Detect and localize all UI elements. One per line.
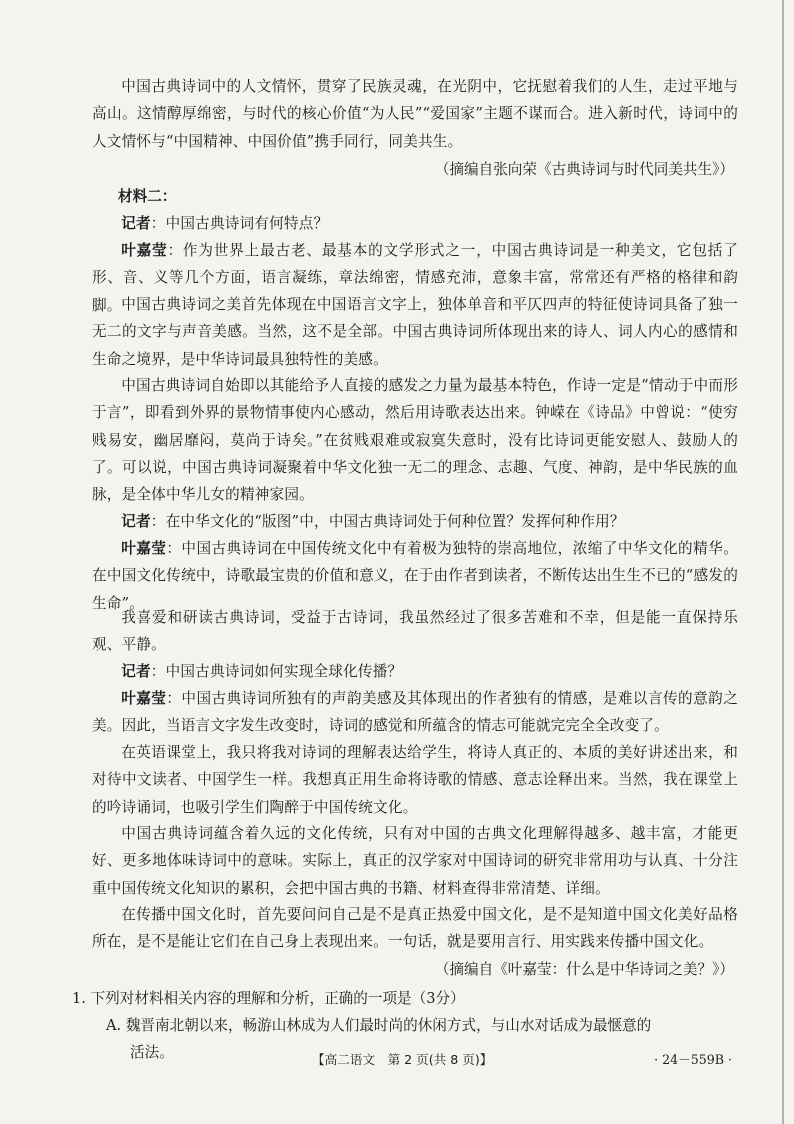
speaker-reporter: 记者: [121, 215, 151, 232]
speaker-ye-jiaying: 叶嘉莹: [121, 242, 168, 259]
material2-source: （摘编自《叶嘉莹：什么是中华诗词之美？》）: [434, 961, 734, 978]
paragraph-personal: 我喜爱和研读古典诗词，受益于古诗词，我虽然经过了很多苦难和不幸，但是能一直保持乐观、平静。: [92, 609, 738, 654]
footer-page-info: 【高二语文 第 2 页(共 8 页)】: [312, 1052, 493, 1067]
speaker-reporter: 记者: [121, 663, 151, 680]
paragraph-language-beauty: 中国古典诗词之美首先体现在中国语言文字上，独体单音和平仄四声的特征使诗词具备了独一无二的文字与声音美感。当然，这不是全部。中国古典诗词所体现出来的诗人、词人内心的感情和生命之境界，是中华诗词最具独特性的美感。: [92, 296, 738, 368]
paragraph-english-class: 在英语课堂上，我只将我对诗词的理解表达给学生，将诗人真正的、本质的美好讲述出来，和对待中文读者、中国学生一样。我想真正用生命将诗歌的情感、意志诠释出来。当然，我在课堂上的吟诗诵词，也吸引学生们陶醉于中国传统文化。: [92, 744, 738, 816]
interview-answer-3: [92, 685, 738, 740]
material1-source: （摘编自张向荣《古典诗词与时代同美共生》）: [434, 161, 734, 178]
speaker-ye-jiaying: 叶嘉莹: [121, 690, 167, 707]
paragraph-sinologists: 中国古典诗词蕴含着久远的文化传统，只有对中国的古典文化理解得越多、越丰富，才能更好、更多地体味诗词中的意味。实际上，真正的汉学家对中国诗词的研究非常用功与认真、十分注重中国传统文化知识的累积，会把中国古典的书籍、材料查得非常清楚、详细。: [92, 825, 738, 897]
interview-question-3: [92, 658, 738, 685]
speaker-ye-jiaying: 叶嘉莹: [121, 540, 167, 557]
option-a-line-2: 活法。: [130, 1044, 174, 1061]
interview-question-1: [92, 210, 738, 237]
answer-text: ：中国古典诗词在中国传统文化中有着极为独特的崇高地位，浓缩了中华文化的精华。在中国文化传统中，诗歌最宝贵的价值和意义，在于由作者到读者，不断传达出生生不已的“感发的生命”。: [92, 540, 738, 612]
question-stem: 1. 下列对材料相关内容的理解和分析，正确的一项是（3分）: [72, 990, 465, 1007]
interview-question-2: [92, 508, 738, 535]
material1-paragraph: 中国古典诗词中的人文情怀，贯穿了民族灵魂，在光阴中，它抚慰着我们的人生，走过平地与高山。这情醇厚绵密，与时代的核心价值“为人民”“爱国家”主题不谋而合。进入新时代，诗词中的人文情怀与“中国精神、中国价值”携手同行，同美共生。: [92, 78, 738, 150]
question-text: ：中国古典诗词如何实现全球化传播？: [150, 663, 403, 680]
scan-edge-line: [782, 0, 784, 1124]
speaker-reporter: 记者: [121, 513, 151, 530]
answer-text: ：中国古典诗词所独有的声韵美感及其体现出的作者独有的情感，是难以言传的意韵之美。因此，当语言文字发生改变时，诗词的感觉和所蕴含的情志可能就完完全全改变了。: [92, 690, 738, 735]
question-text: ：中国古典诗词有何特点？: [150, 215, 329, 232]
page-footer: [0, 1049, 794, 1071]
paragraph-spreading-culture: 在传播中国文化时，首先要问问自己是不是真正热爱中国文化，是不是知道中国文化美好品格所在，是不是能让它们在自己身上表现出来。一句话，就是要用言行、用实践来传播中国文化。: [92, 906, 738, 951]
footer-exam-code: · 24－559B ·: [654, 1052, 732, 1067]
paragraph-gan-fa: 中国古典诗词自始即以其能给予人直接的感发之力量为最基本特色，作诗一定是“情动于中而形于言”，即看到外界的景物情事使内心感动，然后用诗歌表达出来。钟嵘在《诗品》中曾说：“使穷贱易安，幽居靡闷，莫尚于诗矣。”在贫贱艰难或寂寞失意时，没有比诗词更能安慰人、鼓励人的了。可以说，中国古典诗词凝聚着中华文化独一无二的理念、志趣、气度、神韵，是中华民族的血脉，是全体中华儿女的精神家园。: [92, 377, 738, 504]
option-a-line-1: A. 魏晋南北朝以来，畅游山林成为人们最时尚的休闲方式，与山水对话成为最惬意的: [106, 1017, 652, 1034]
question-text: ：在中华文化的“版图”中，中国古典诗词处于何种位置？发挥何种作用？: [150, 513, 625, 530]
material2-heading: 材料二：: [118, 188, 177, 205]
answer-text: ：作为世界上最古老、最基本的文学形式之一，中国古典诗词是一种美文，它包括了形、音、义等几个方面，语言凝练，章法绵密，情感充沛，意象丰富，常常还有严格的格律和韵脚。: [92, 242, 738, 314]
